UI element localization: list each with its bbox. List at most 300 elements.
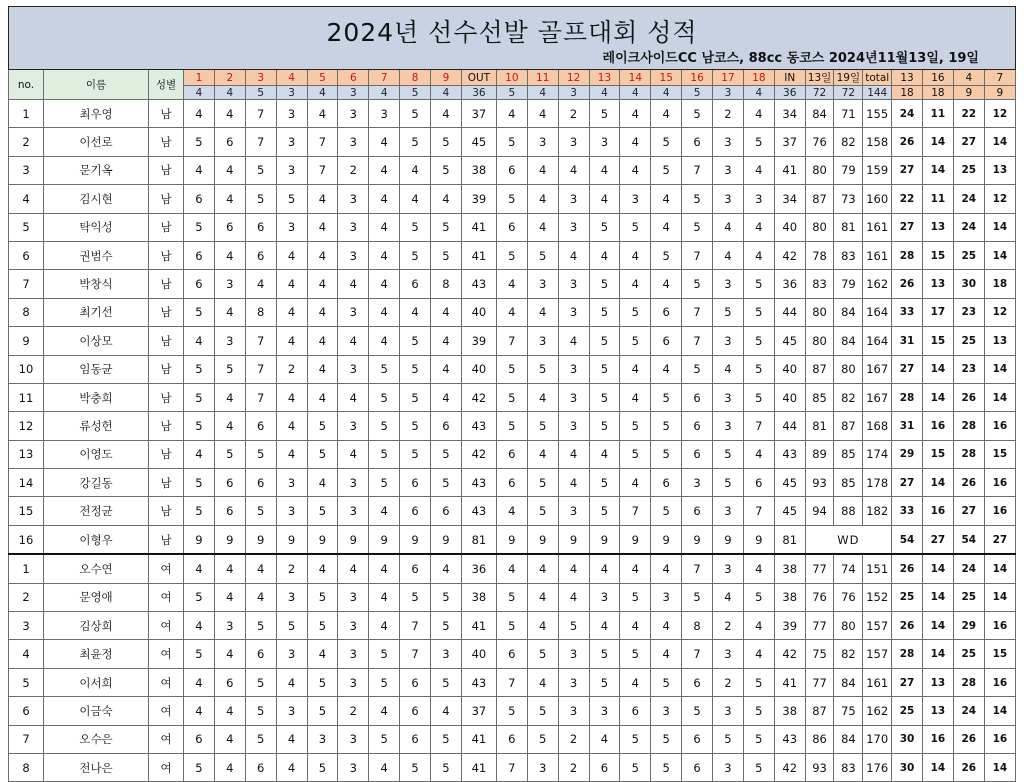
header-hole: 15	[651, 70, 682, 86]
header-hole: 6	[338, 70, 369, 86]
hole-score: 5	[589, 270, 620, 298]
table-row	[9, 525, 1016, 554]
hole-score: 5	[184, 583, 215, 611]
hole-score: 4	[369, 327, 400, 355]
round2-score: 80	[834, 612, 863, 640]
header-hole: 7	[369, 70, 400, 86]
round1-score: 94	[805, 497, 834, 525]
hole-score: 5	[184, 753, 215, 781]
header-hole: 3	[245, 70, 276, 86]
header-hole: 12	[558, 70, 589, 86]
par-round1: 72	[805, 86, 834, 100]
hole-score: 6	[214, 668, 245, 696]
hole-score: 4	[620, 128, 651, 156]
hole-score: 6	[214, 128, 245, 156]
total-score: 157	[863, 612, 892, 640]
hole-score: 3	[558, 497, 589, 525]
hole-score: 7	[682, 554, 713, 583]
hole-score: 5	[527, 355, 558, 383]
hole-score: 5	[245, 156, 276, 184]
table-row	[9, 327, 1016, 355]
countback-score: 15	[923, 241, 954, 269]
hole-score: 9	[400, 525, 431, 554]
hole-score: 3	[713, 753, 744, 781]
round2-score: 82	[834, 640, 863, 668]
hole-score: 5	[682, 100, 713, 128]
in-score: 45	[774, 497, 805, 525]
hole-score: 4	[558, 440, 589, 468]
page-subtitle: 레이크사이드CC 남코스, 88cc 동코스 2024년11월13일, 19일	[602, 51, 979, 66]
hole-score: 9	[338, 525, 369, 554]
hole-score: 5	[682, 213, 713, 241]
hole-score: 3	[558, 668, 589, 696]
hole-score: 5	[431, 440, 462, 468]
player-name: 문영애	[44, 583, 149, 611]
hole-score: 5	[743, 327, 774, 355]
countback-score: 14	[984, 383, 1015, 411]
hole-score: 3	[558, 298, 589, 326]
hole-score: 4	[743, 241, 774, 269]
par-extra: 18	[923, 86, 954, 100]
hole-score: 2	[713, 668, 744, 696]
countback-score: 54	[892, 525, 923, 554]
hole-score: 6	[400, 668, 431, 696]
hole-score: 6	[184, 241, 215, 269]
player-name: 문기옥	[44, 156, 149, 184]
header-hole: 18	[743, 70, 774, 86]
par-cell: 4	[620, 86, 651, 100]
player-sex: 여	[149, 697, 184, 725]
hole-score: 3	[713, 640, 744, 668]
table-row	[9, 100, 1016, 128]
hole-score: 7	[245, 128, 276, 156]
hole-score: 3	[713, 554, 744, 583]
hole-score: 6	[400, 697, 431, 725]
hole-score: 4	[276, 383, 307, 411]
hole-score: 4	[651, 213, 682, 241]
hole-score: 4	[400, 298, 431, 326]
countback-score: 15	[923, 440, 954, 468]
hole-score: 4	[369, 270, 400, 298]
hole-score: 6	[400, 554, 431, 583]
hole-score: 4	[620, 241, 651, 269]
out-score: 36	[461, 554, 496, 583]
hole-score: 4	[527, 185, 558, 213]
countback-score: 23	[953, 355, 984, 383]
hole-score: 4	[276, 440, 307, 468]
hole-score: 6	[682, 128, 713, 156]
hole-score: 6	[589, 753, 620, 781]
hole-score: 4	[527, 383, 558, 411]
countback-score: 27	[892, 156, 923, 184]
hole-score: 4	[369, 583, 400, 611]
countback-score: 33	[892, 497, 923, 525]
round1-score: 89	[805, 440, 834, 468]
hole-score: 5	[743, 270, 774, 298]
hole-score: 5	[713, 725, 744, 753]
total-score: 168	[863, 412, 892, 440]
hole-score: 7	[245, 355, 276, 383]
hole-score: 5	[496, 412, 527, 440]
hole-score: 4	[620, 156, 651, 184]
hole-score: 4	[620, 612, 651, 640]
round1-score: 86	[805, 725, 834, 753]
hole-score: 5	[651, 383, 682, 411]
round1-score: 84	[805, 100, 834, 128]
hole-score: 4	[214, 156, 245, 184]
hole-score: 2	[558, 725, 589, 753]
countback-score: 16	[923, 497, 954, 525]
hole-score: 5	[589, 298, 620, 326]
player-no: 5	[9, 213, 44, 241]
total-score: 155	[863, 100, 892, 128]
hole-score: 4	[527, 583, 558, 611]
player-no: 4	[9, 640, 44, 668]
par-cell: 4	[431, 86, 462, 100]
countback-score: 26	[953, 753, 984, 781]
hole-score: 3	[338, 100, 369, 128]
hole-score: 3	[214, 612, 245, 640]
round1-score: 77	[805, 668, 834, 696]
hole-score: 4	[307, 469, 338, 497]
total-score: 174	[863, 440, 892, 468]
hole-score: 8	[682, 612, 713, 640]
hole-score: 4	[527, 554, 558, 583]
player-sex: 남	[149, 525, 184, 554]
hole-score: 4	[431, 298, 462, 326]
total-score: 164	[863, 327, 892, 355]
hole-score: 5	[589, 100, 620, 128]
countback-score: 16	[984, 412, 1015, 440]
hole-score: 5	[713, 469, 744, 497]
countback-score: 26	[892, 554, 923, 583]
player-no: 5	[9, 668, 44, 696]
hole-score: 5	[651, 412, 682, 440]
total-score: 178	[863, 469, 892, 497]
player-sex: 남	[149, 270, 184, 298]
hole-score: 4	[307, 383, 338, 411]
countback-score: 25	[953, 327, 984, 355]
hole-score: 3	[527, 128, 558, 156]
hole-score: 5	[682, 270, 713, 298]
total-score: 158	[863, 128, 892, 156]
countback-score: 26	[953, 469, 984, 497]
hole-score: 5	[400, 383, 431, 411]
total-score: 167	[863, 355, 892, 383]
countback-score: 24	[892, 100, 923, 128]
hole-score: 5	[496, 612, 527, 640]
player-no: 14	[9, 469, 44, 497]
out-score: 40	[461, 298, 496, 326]
player-name: 이금숙	[44, 697, 149, 725]
player-name: 임동균	[44, 355, 149, 383]
out-score: 40	[461, 640, 496, 668]
out-score: 41	[461, 612, 496, 640]
hole-score: 5	[431, 128, 462, 156]
hole-score: 9	[431, 525, 462, 554]
player-sex: 여	[149, 554, 184, 583]
table-row	[9, 725, 1016, 753]
hole-score: 4	[307, 298, 338, 326]
par-cell: 5	[400, 86, 431, 100]
table-row	[9, 753, 1016, 781]
countback-score: 14	[984, 241, 1015, 269]
round1-score: 93	[805, 753, 834, 781]
hole-score: 5	[496, 128, 527, 156]
countback-score: 16	[984, 469, 1015, 497]
par-cell: 5	[245, 86, 276, 100]
round1-score: 81	[805, 412, 834, 440]
hole-score: 5	[245, 440, 276, 468]
countback-score: 16	[984, 725, 1015, 753]
hole-score: 5	[651, 725, 682, 753]
hole-score: 5	[400, 128, 431, 156]
hole-score: 4	[589, 156, 620, 184]
hole-score: 5	[400, 213, 431, 241]
hole-score: 4	[620, 355, 651, 383]
table-row	[9, 554, 1016, 583]
total-score: 160	[863, 185, 892, 213]
player-sex: 남	[149, 327, 184, 355]
round2-score: 83	[834, 241, 863, 269]
out-score: 41	[461, 241, 496, 269]
hole-score: 4	[214, 298, 245, 326]
hole-score: 4	[431, 383, 462, 411]
hole-score: 6	[496, 213, 527, 241]
hole-score: 4	[245, 554, 276, 583]
player-sex: 남	[149, 156, 184, 184]
in-score: 43	[774, 440, 805, 468]
hole-score: 5	[400, 241, 431, 269]
hole-score: 5	[589, 668, 620, 696]
hole-score: 4	[713, 213, 744, 241]
header-hole: 13	[589, 70, 620, 86]
player-no: 12	[9, 412, 44, 440]
countback-score: 24	[953, 213, 984, 241]
player-no: 7	[9, 270, 44, 298]
header-hole: 10	[496, 70, 527, 86]
hole-score: 4	[338, 554, 369, 583]
hole-score: 2	[713, 100, 744, 128]
hole-score: 5	[245, 612, 276, 640]
hole-score: 4	[620, 469, 651, 497]
countback-score: 11	[923, 185, 954, 213]
hole-score: 4	[558, 469, 589, 497]
hole-score: 4	[369, 185, 400, 213]
player-no: 7	[9, 725, 44, 753]
hole-score: 5	[743, 583, 774, 611]
hole-score: 6	[651, 298, 682, 326]
hole-score: 9	[589, 525, 620, 554]
hole-score: 3	[276, 213, 307, 241]
countback-score: 15	[984, 440, 1015, 468]
par-cell: 4	[369, 86, 400, 100]
hole-score: 4	[651, 554, 682, 583]
hole-score: 5	[184, 497, 215, 525]
hole-score: 9	[682, 525, 713, 554]
header-extra: 7	[984, 70, 1015, 86]
hole-score: 2	[558, 753, 589, 781]
hole-score: 6	[214, 469, 245, 497]
hole-score: 5	[400, 327, 431, 355]
countback-score: 22	[892, 185, 923, 213]
round1-score: 93	[805, 469, 834, 497]
countback-score: 13	[923, 697, 954, 725]
hole-score: 5	[620, 753, 651, 781]
round2-score: 85	[834, 440, 863, 468]
in-score: 43	[774, 725, 805, 753]
player-name: 오수연	[44, 554, 149, 583]
hole-score: 6	[682, 725, 713, 753]
countback-score: 23	[953, 298, 984, 326]
par-extra: 9	[984, 86, 1015, 100]
countback-score: 27	[953, 128, 984, 156]
hole-score: 6	[245, 213, 276, 241]
hole-score: 4	[651, 185, 682, 213]
hole-score: 5	[589, 327, 620, 355]
hole-score: 5	[431, 213, 462, 241]
hole-score: 5	[589, 383, 620, 411]
hole-score: 4	[338, 440, 369, 468]
hole-score: 6	[496, 440, 527, 468]
countback-score: 26	[892, 128, 923, 156]
header-extra: 13	[892, 70, 923, 86]
countback-score: 31	[892, 412, 923, 440]
hole-score: 5	[369, 640, 400, 668]
hole-score: 5	[743, 128, 774, 156]
hole-score: 2	[276, 554, 307, 583]
header-no: no.	[9, 70, 44, 100]
hole-score: 5	[589, 469, 620, 497]
hole-score: 3	[713, 270, 744, 298]
hole-score: 3	[276, 100, 307, 128]
player-sex: 남	[149, 241, 184, 269]
in-score: 38	[774, 583, 805, 611]
hole-score: 5	[527, 725, 558, 753]
hole-score: 4	[496, 554, 527, 583]
round1-score: 87	[805, 697, 834, 725]
hole-score: 4	[184, 554, 215, 583]
total-score: 161	[863, 213, 892, 241]
total-score: 164	[863, 298, 892, 326]
header-round1: 13일	[805, 70, 834, 86]
header-out: OUT	[461, 70, 496, 86]
hole-score: 4	[527, 213, 558, 241]
hole-score: 7	[682, 327, 713, 355]
hole-score: 3	[651, 583, 682, 611]
par-in: 36	[774, 86, 805, 100]
header-total: total	[863, 70, 892, 86]
countback-score: 12	[984, 185, 1015, 213]
hole-score: 3	[276, 583, 307, 611]
hole-score: 3	[713, 128, 744, 156]
hole-score: 5	[496, 697, 527, 725]
hole-score: 5	[620, 725, 651, 753]
player-no: 16	[9, 525, 44, 554]
hole-score: 4	[431, 554, 462, 583]
total-score: 151	[863, 554, 892, 583]
hole-score: 5	[369, 383, 400, 411]
hole-score: 7	[400, 640, 431, 668]
hole-score: 6	[184, 270, 215, 298]
hole-score: 5	[431, 469, 462, 497]
hole-score: 5	[431, 612, 462, 640]
in-score: 38	[774, 554, 805, 583]
hole-score: 9	[620, 525, 651, 554]
countback-score: 28	[892, 640, 923, 668]
hole-score: 6	[431, 412, 462, 440]
hole-score: 5	[496, 355, 527, 383]
hole-score: 5	[527, 697, 558, 725]
player-sex: 남	[149, 412, 184, 440]
hole-score: 5	[431, 241, 462, 269]
hole-score: 3	[431, 640, 462, 668]
hole-score: 6	[496, 469, 527, 497]
hole-score: 4	[743, 440, 774, 468]
round2-score: 80	[834, 355, 863, 383]
out-score: 41	[461, 725, 496, 753]
par-total: 144	[863, 86, 892, 100]
hole-score: 4	[589, 241, 620, 269]
hole-score: 5	[651, 241, 682, 269]
in-score: 41	[774, 668, 805, 696]
player-name: 박충희	[44, 383, 149, 411]
hole-score: 3	[338, 241, 369, 269]
round1-score: 76	[805, 128, 834, 156]
countback-score: 27	[892, 355, 923, 383]
hole-score: 2	[558, 100, 589, 128]
hole-score: 3	[338, 355, 369, 383]
hole-score: 4	[369, 697, 400, 725]
countback-score: 14	[923, 383, 954, 411]
header-hole: 2	[214, 70, 245, 86]
out-score: 43	[461, 668, 496, 696]
hole-score: 4	[214, 640, 245, 668]
header-sex: 성별	[149, 70, 184, 100]
countback-score: 16	[984, 497, 1015, 525]
hole-score: 5	[431, 725, 462, 753]
hole-score: 4	[214, 753, 245, 781]
hole-score: 6	[682, 412, 713, 440]
hole-score: 5	[527, 412, 558, 440]
out-score: 41	[461, 213, 496, 241]
countback-score: 25	[953, 640, 984, 668]
player-sex: 남	[149, 185, 184, 213]
hole-score: 3	[338, 128, 369, 156]
header-round2: 19일	[834, 70, 863, 86]
hole-score: 4	[527, 668, 558, 696]
countback-score: 27	[984, 525, 1015, 554]
total-score: 159	[863, 156, 892, 184]
hole-score: 4	[496, 100, 527, 128]
hole-score: 6	[743, 469, 774, 497]
hole-score: 2	[338, 156, 369, 184]
hole-score: 3	[338, 298, 369, 326]
hole-score: 4	[400, 156, 431, 184]
hole-score: 5	[620, 583, 651, 611]
player-name: 박창식	[44, 270, 149, 298]
player-sex: 여	[149, 640, 184, 668]
round1-score: 78	[805, 241, 834, 269]
hole-score: 6	[651, 469, 682, 497]
hole-score: 4	[431, 355, 462, 383]
hole-score: 4	[713, 583, 744, 611]
hole-score: 4	[338, 327, 369, 355]
hole-score: 4	[620, 383, 651, 411]
countback-score: 26	[892, 612, 923, 640]
hole-score: 5	[589, 412, 620, 440]
countback-score: 25	[953, 156, 984, 184]
